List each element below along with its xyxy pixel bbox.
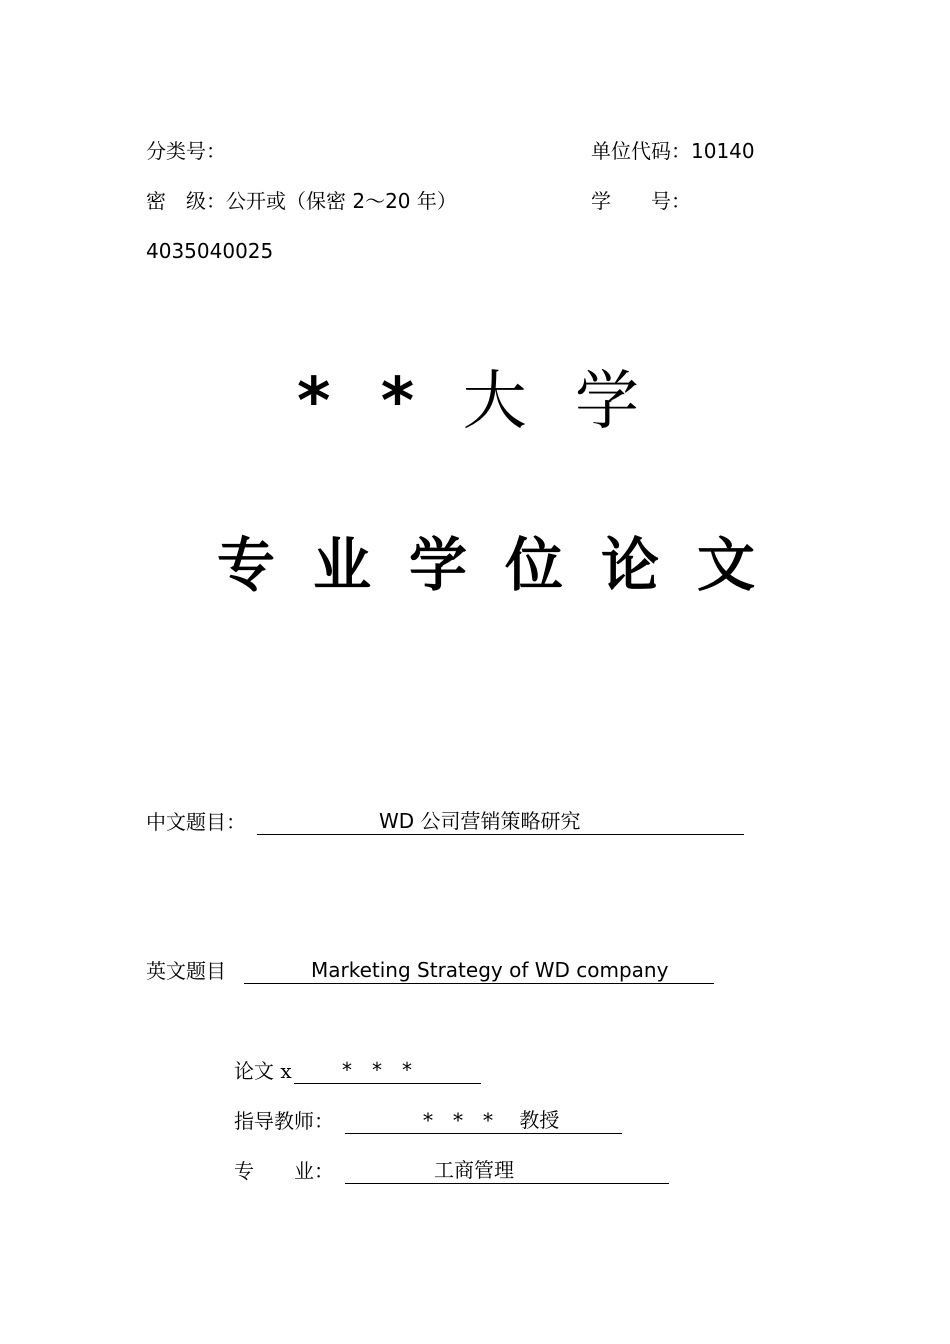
en-title-value: Marketing Strategy of WD company	[311, 958, 669, 982]
thesis-type-title: 专业学位论文	[217, 531, 794, 599]
author-field	[294, 1057, 481, 1084]
author-value: * * *	[342, 1058, 412, 1082]
advisor-field	[345, 1107, 622, 1134]
classification-label: 分类号：	[146, 139, 226, 163]
en-title-field	[244, 957, 714, 984]
en-title-label: 英文题目	[146, 959, 226, 983]
student-id-value: 4035040025	[146, 239, 274, 263]
unit-code: 单位代码：10140	[591, 139, 755, 163]
major-value: 工商管理	[434, 1158, 514, 1182]
university-name	[0, 367, 950, 437]
major-field	[345, 1157, 669, 1184]
student-id-label: 学 号：	[591, 189, 691, 213]
secrecy-level: 密 级：公开或（保密 2～20 年）	[146, 189, 457, 213]
cn-title-field	[257, 808, 744, 835]
university-stars: * *	[297, 365, 429, 439]
university-name-text: 大 学	[462, 365, 653, 439]
cn-title-value: WD 公司营销策略研究	[379, 809, 581, 833]
major-label: 专 业：	[234, 1159, 334, 1183]
advisor-label: 指导教师：	[234, 1109, 334, 1133]
advisor-value: * * * 教授	[423, 1108, 560, 1132]
author-label: 论文 x	[234, 1059, 292, 1083]
cn-title-label: 中文题目：	[146, 810, 246, 834]
